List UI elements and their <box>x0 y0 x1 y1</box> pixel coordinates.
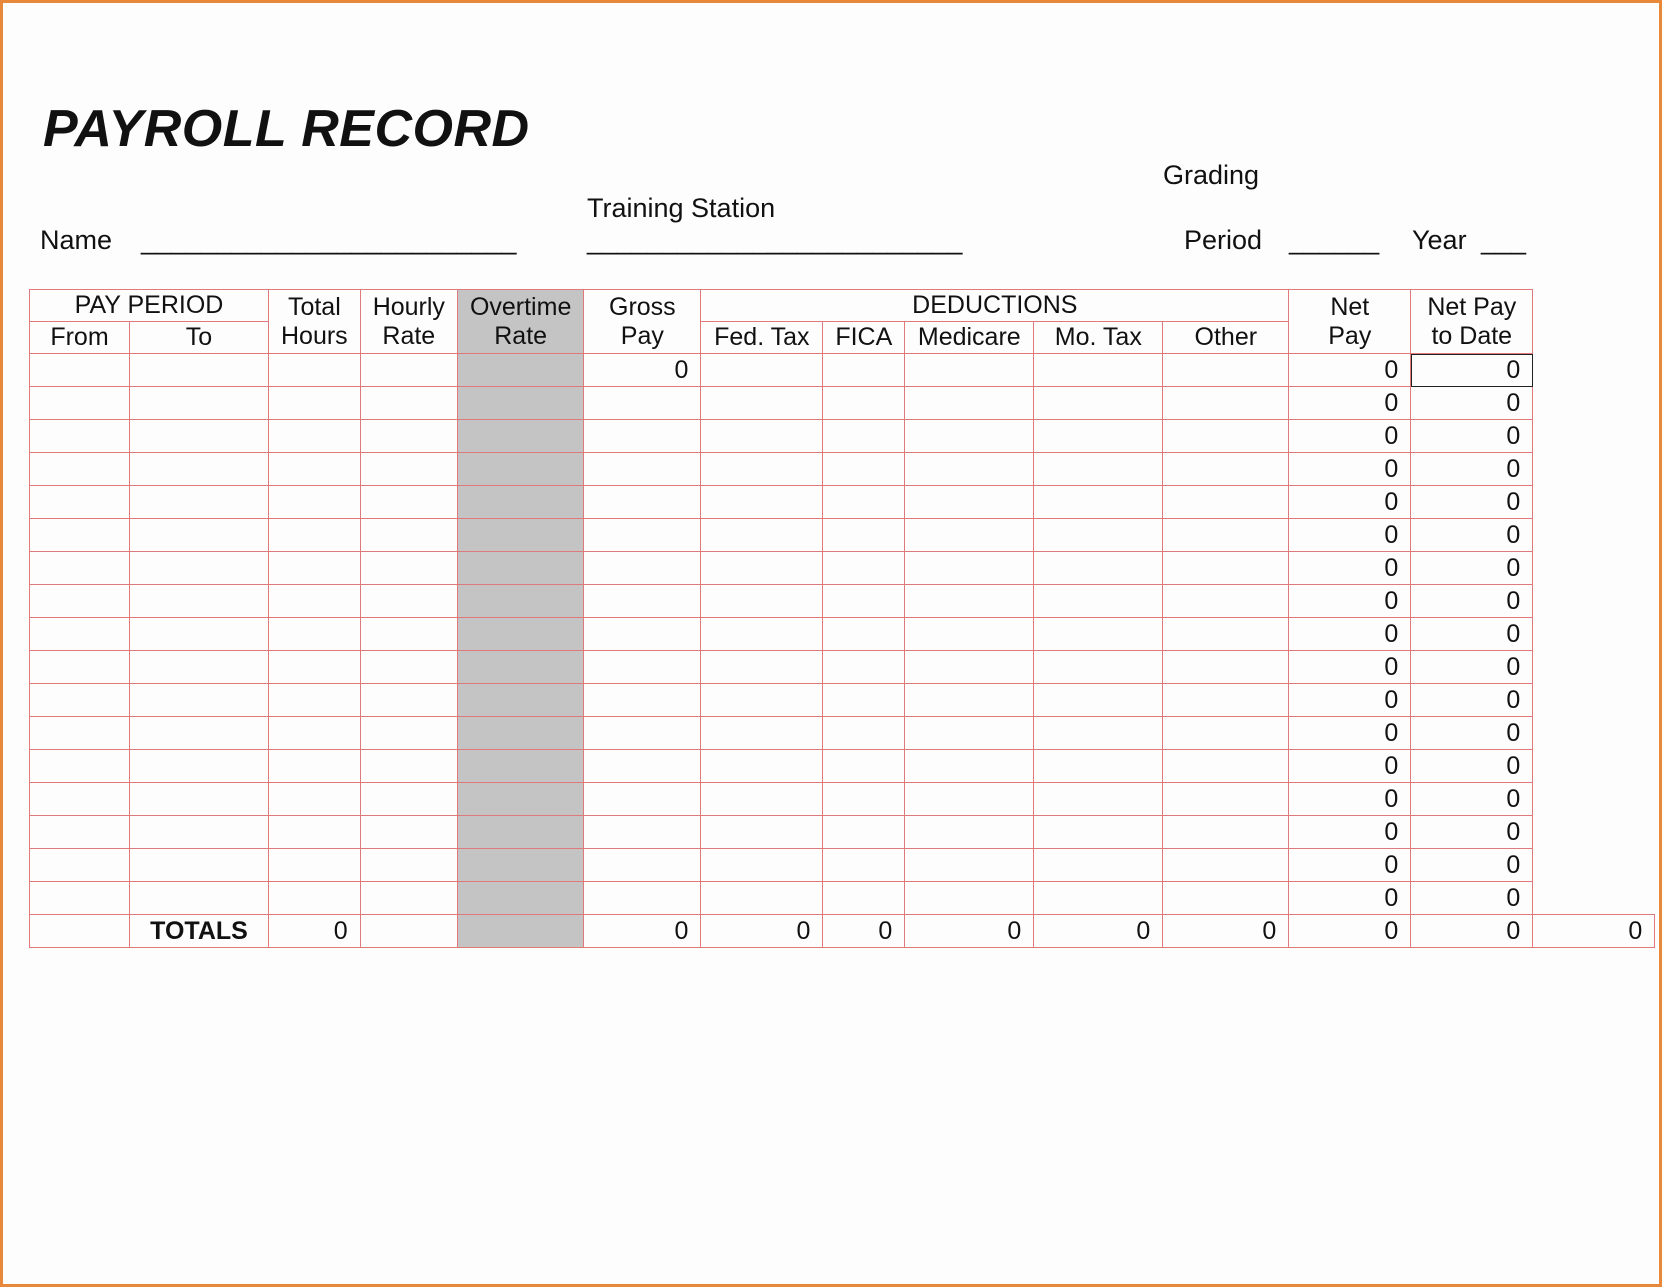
other-cell[interactable] <box>1163 783 1289 816</box>
medicare-cell[interactable] <box>905 651 1034 684</box>
net-pay-cell[interactable]: 0 <box>1289 519 1411 552</box>
other-cell[interactable] <box>1163 750 1289 783</box>
to-cell[interactable] <box>130 849 269 882</box>
mo-tax-cell[interactable] <box>1034 552 1163 585</box>
from-cell[interactable] <box>30 717 130 750</box>
fica-cell[interactable] <box>823 849 905 882</box>
hourly-rate-cell[interactable] <box>360 453 457 486</box>
period-field[interactable]: ______ <box>1289 225 1380 255</box>
overtime-rate-header: Overtime Rate <box>457 290 583 354</box>
net-pay-cell[interactable]: 0 <box>1289 618 1411 651</box>
fica-cell[interactable] <box>823 585 905 618</box>
hourly-rate-cell[interactable] <box>360 783 457 816</box>
table-row <box>30 816 1655 849</box>
pay-period-header: PAY PERIOD <box>30 290 269 322</box>
from-cell[interactable] <box>30 486 130 519</box>
hourly-rate-cell[interactable] <box>360 387 457 420</box>
from-cell[interactable] <box>30 783 130 816</box>
medicare-cell[interactable] <box>905 882 1034 915</box>
from-cell[interactable] <box>30 816 130 849</box>
mo-tax-cell[interactable] <box>1034 618 1163 651</box>
overtime-rate-cell[interactable] <box>457 519 583 552</box>
net-pay-to-date-cell[interactable]: 0 <box>1411 849 1533 882</box>
from-cell[interactable] <box>30 453 130 486</box>
gross-pay-cell[interactable] <box>584 684 701 717</box>
from-cell[interactable] <box>30 882 130 915</box>
gross-pay-cell[interactable] <box>584 552 701 585</box>
totals-other-cell[interactable]: 0 <box>1163 915 1289 948</box>
fica-cell[interactable] <box>823 684 905 717</box>
to-cell[interactable] <box>130 717 269 750</box>
fica-cell[interactable] <box>823 783 905 816</box>
overtime-rate-cell[interactable] <box>457 783 583 816</box>
mo-tax-cell[interactable] <box>1034 882 1163 915</box>
overtime-rate-cell[interactable] <box>457 882 583 915</box>
overtime-rate-cell[interactable] <box>457 387 583 420</box>
other-header: Other <box>1163 322 1289 354</box>
from-cell[interactable] <box>30 387 130 420</box>
hourly-rate-cell[interactable] <box>360 585 457 618</box>
overtime-rate-cell[interactable] <box>457 552 583 585</box>
fed-tax-cell[interactable] <box>701 882 823 915</box>
from-cell[interactable] <box>30 618 130 651</box>
table-row <box>30 420 1655 453</box>
fica-cell[interactable] <box>823 453 905 486</box>
table-row <box>30 354 1655 387</box>
gross-pay-cell[interactable] <box>584 618 701 651</box>
header-row-top <box>30 290 1655 322</box>
fica-cell[interactable] <box>823 354 905 387</box>
hourly-rate-cell[interactable] <box>360 849 457 882</box>
fica-cell[interactable] <box>823 618 905 651</box>
mo-tax-cell[interactable] <box>1034 453 1163 486</box>
period-label: Period <box>1184 225 1263 255</box>
overtime-rate-cell[interactable] <box>457 618 583 651</box>
fed-tax-cell[interactable] <box>701 420 823 453</box>
hourly-rate-cell[interactable] <box>360 816 457 849</box>
net-pay-cell[interactable]: 0 <box>1289 684 1411 717</box>
fed-tax-header: Fed. Tax <box>701 322 823 354</box>
fica-cell[interactable] <box>823 651 905 684</box>
hourly-rate-cell[interactable] <box>360 684 457 717</box>
totals-total-hours-cell[interactable]: 0 <box>269 915 361 948</box>
medicare-cell[interactable] <box>905 387 1034 420</box>
gross-pay-cell[interactable] <box>584 519 701 552</box>
other-cell[interactable] <box>1163 585 1289 618</box>
hourly-rate-cell[interactable] <box>360 519 457 552</box>
total-hours-cell[interactable] <box>269 387 361 420</box>
to-cell[interactable] <box>130 618 269 651</box>
to-cell[interactable] <box>130 387 269 420</box>
table-row <box>30 684 1655 717</box>
mo-tax-cell[interactable] <box>1034 816 1163 849</box>
training-station-label: Training Station <box>587 193 776 223</box>
medicare-cell[interactable] <box>905 717 1034 750</box>
totals-fica-cell[interactable]: 0 <box>823 915 905 948</box>
medicare-cell[interactable] <box>905 783 1034 816</box>
net-pay-cell[interactable]: 0 <box>1289 849 1411 882</box>
hourly-rate-cell[interactable] <box>360 486 457 519</box>
fica-cell[interactable] <box>823 750 905 783</box>
total-hours-cell[interactable] <box>269 882 361 915</box>
totals-hourly-rate-cell <box>360 915 457 948</box>
totals-label-cell: TOTALS <box>130 915 269 948</box>
table-row <box>30 519 1655 552</box>
totals-extra-cell[interactable]: 0 <box>1533 915 1655 948</box>
fica-cell[interactable] <box>823 387 905 420</box>
medicare-cell[interactable] <box>905 618 1034 651</box>
total-hours-header: Total Hours <box>269 290 361 354</box>
fed-tax-cell[interactable] <box>701 552 823 585</box>
year-field[interactable]: ___ <box>1481 225 1527 255</box>
to-cell[interactable] <box>130 585 269 618</box>
to-cell[interactable] <box>130 354 269 387</box>
mo-tax-cell[interactable] <box>1034 420 1163 453</box>
to-header: To <box>130 322 269 354</box>
totals-row <box>30 915 1655 948</box>
gross-pay-cell[interactable] <box>584 816 701 849</box>
from-cell[interactable] <box>30 552 130 585</box>
totals-medicare-cell[interactable]: 0 <box>905 915 1034 948</box>
overtime-rate-cell[interactable] <box>457 486 583 519</box>
net-pay-cell[interactable]: 0 <box>1289 816 1411 849</box>
overtime-rate-cell[interactable] <box>457 651 583 684</box>
gross-pay-header: Gross Pay <box>584 290 701 354</box>
to-cell[interactable] <box>130 783 269 816</box>
from-cell[interactable] <box>30 849 130 882</box>
mo-tax-cell[interactable] <box>1034 684 1163 717</box>
mo-tax-cell[interactable] <box>1034 354 1163 387</box>
table-row <box>30 849 1655 882</box>
other-cell[interactable] <box>1163 618 1289 651</box>
net-pay-to-date-cell[interactable]: 0 <box>1411 783 1533 816</box>
net-pay-to-date-cell[interactable]: 0 <box>1411 882 1533 915</box>
mo-tax-cell[interactable] <box>1034 651 1163 684</box>
other-cell[interactable] <box>1163 354 1289 387</box>
hourly-rate-cell[interactable] <box>360 750 457 783</box>
total-hours-cell[interactable] <box>269 750 361 783</box>
totals-overtime-rate-cell <box>457 915 583 948</box>
net-pay-to-date-cell[interactable]: 0 <box>1411 651 1533 684</box>
net-pay-cell[interactable]: 0 <box>1289 420 1411 453</box>
overtime-rate-cell[interactable] <box>457 684 583 717</box>
hourly-rate-cell[interactable] <box>360 882 457 915</box>
fed-tax-cell[interactable] <box>701 783 823 816</box>
total-hours-cell[interactable] <box>269 684 361 717</box>
total-hours-cell[interactable] <box>269 552 361 585</box>
grading-label: Grading <box>1163 160 1260 190</box>
fed-tax-cell[interactable] <box>701 486 823 519</box>
table-row <box>30 882 1655 915</box>
totals-net-pay-to-date-cell[interactable]: 0 <box>1411 915 1533 948</box>
other-cell[interactable] <box>1163 453 1289 486</box>
medicare-cell[interactable] <box>905 849 1034 882</box>
medicare-cell[interactable] <box>905 354 1034 387</box>
fed-tax-cell[interactable] <box>701 684 823 717</box>
overtime-rate-cell[interactable] <box>457 717 583 750</box>
training-station-field[interactable]: _________________________ <box>587 225 963 255</box>
net-pay-to-date-cell[interactable]: 0 <box>1411 816 1533 849</box>
net-pay-cell[interactable]: 0 <box>1289 486 1411 519</box>
fed-tax-cell[interactable] <box>701 519 823 552</box>
totals-fed-tax-cell[interactable]: 0 <box>701 915 823 948</box>
net-pay-to-date-cell[interactable]: 0 <box>1411 354 1533 387</box>
total-hours-cell[interactable] <box>269 420 361 453</box>
fica-cell[interactable] <box>823 519 905 552</box>
mo-tax-cell[interactable] <box>1034 585 1163 618</box>
hourly-rate-header: Hourly Rate <box>360 290 457 354</box>
net-pay-cell[interactable]: 0 <box>1289 750 1411 783</box>
medicare-cell[interactable] <box>905 816 1034 849</box>
table-row <box>30 552 1655 585</box>
net-pay-cell[interactable]: 0 <box>1289 651 1411 684</box>
other-cell[interactable] <box>1163 552 1289 585</box>
net-pay-to-date-cell[interactable]: 0 <box>1411 717 1533 750</box>
total-hours-cell[interactable] <box>269 354 361 387</box>
mo-tax-cell[interactable] <box>1034 519 1163 552</box>
fed-tax-cell[interactable] <box>701 453 823 486</box>
other-cell[interactable] <box>1163 651 1289 684</box>
medicare-cell[interactable] <box>905 684 1034 717</box>
fed-tax-cell[interactable] <box>701 651 823 684</box>
mo-tax-cell[interactable] <box>1034 717 1163 750</box>
total-hours-cell[interactable] <box>269 519 361 552</box>
overtime-rate-cell[interactable] <box>457 849 583 882</box>
to-cell[interactable] <box>130 519 269 552</box>
from-cell[interactable] <box>30 585 130 618</box>
totals-gross-pay-cell[interactable]: 0 <box>584 915 701 948</box>
gross-pay-cell[interactable]: 0 <box>584 354 701 387</box>
table-row <box>30 651 1655 684</box>
to-cell[interactable] <box>130 453 269 486</box>
fed-tax-cell[interactable] <box>701 387 823 420</box>
net-pay-to-date-cell[interactable]: 0 <box>1411 618 1533 651</box>
mo-tax-cell[interactable] <box>1034 387 1163 420</box>
hourly-rate-cell[interactable] <box>360 354 457 387</box>
total-hours-cell[interactable] <box>269 816 361 849</box>
net-pay-to-date-cell[interactable]: 0 <box>1411 585 1533 618</box>
fed-tax-cell[interactable] <box>701 618 823 651</box>
gross-pay-cell[interactable] <box>584 783 701 816</box>
from-header: From <box>30 322 130 354</box>
name-label: Name <box>40 225 113 255</box>
totals-net-pay-cell[interactable]: 0 <box>1289 915 1411 948</box>
other-cell[interactable] <box>1163 816 1289 849</box>
table-row <box>30 387 1655 420</box>
page-title: PAYROLL RECORD <box>43 100 530 158</box>
net-pay-to-date-cell[interactable]: 0 <box>1411 684 1533 717</box>
total-hours-cell[interactable] <box>269 849 361 882</box>
total-hours-cell[interactable] <box>269 783 361 816</box>
to-cell[interactable] <box>130 684 269 717</box>
net-pay-to-date-header: Net Pay to Date <box>1411 290 1533 354</box>
table-row <box>30 783 1655 816</box>
from-cell[interactable] <box>30 750 130 783</box>
medicare-cell[interactable] <box>905 585 1034 618</box>
from-cell[interactable] <box>30 651 130 684</box>
table-row <box>30 750 1655 783</box>
to-cell[interactable] <box>130 552 269 585</box>
fica-header: FICA <box>823 322 905 354</box>
net-pay-cell[interactable]: 0 <box>1289 354 1411 387</box>
other-cell[interactable] <box>1163 420 1289 453</box>
medicare-cell[interactable] <box>905 519 1034 552</box>
gross-pay-cell[interactable] <box>584 651 701 684</box>
to-cell[interactable] <box>130 750 269 783</box>
gross-pay-cell[interactable] <box>584 585 701 618</box>
gross-pay-cell[interactable] <box>584 750 701 783</box>
fica-cell[interactable] <box>823 882 905 915</box>
net-pay-cell[interactable]: 0 <box>1289 552 1411 585</box>
other-cell[interactable] <box>1163 486 1289 519</box>
medicare-cell[interactable] <box>905 486 1034 519</box>
fica-cell[interactable] <box>823 486 905 519</box>
other-cell[interactable] <box>1163 849 1289 882</box>
medicare-header: Medicare <box>905 322 1034 354</box>
gross-pay-cell[interactable] <box>584 387 701 420</box>
net-pay-to-date-cell[interactable]: 0 <box>1411 387 1533 420</box>
fed-tax-cell[interactable] <box>701 816 823 849</box>
gross-pay-cell[interactable] <box>584 717 701 750</box>
total-hours-cell[interactable] <box>269 618 361 651</box>
other-cell[interactable] <box>1163 684 1289 717</box>
net-pay-to-date-cell[interactable]: 0 <box>1411 519 1533 552</box>
hourly-rate-cell[interactable] <box>360 552 457 585</box>
net-pay-cell[interactable]: 0 <box>1289 387 1411 420</box>
overtime-rate-cell[interactable] <box>457 585 583 618</box>
from-cell[interactable] <box>30 684 130 717</box>
other-cell[interactable] <box>1163 387 1289 420</box>
fica-cell[interactable] <box>823 717 905 750</box>
gross-pay-cell[interactable] <box>584 849 701 882</box>
to-cell[interactable] <box>130 420 269 453</box>
deductions-header: DEDUCTIONS <box>701 290 1289 322</box>
gross-pay-cell[interactable] <box>584 420 701 453</box>
other-cell[interactable] <box>1163 717 1289 750</box>
fed-tax-cell[interactable] <box>701 849 823 882</box>
fed-tax-cell[interactable] <box>701 750 823 783</box>
other-cell[interactable] <box>1163 519 1289 552</box>
net-pay-cell[interactable]: 0 <box>1289 453 1411 486</box>
from-cell[interactable] <box>30 519 130 552</box>
fed-tax-cell[interactable] <box>701 717 823 750</box>
table-row <box>30 717 1655 750</box>
medicare-cell[interactable] <box>905 453 1034 486</box>
year-label: Year <box>1412 225 1467 255</box>
net-pay-cell[interactable]: 0 <box>1289 717 1411 750</box>
net-pay-to-date-cell[interactable]: 0 <box>1411 486 1533 519</box>
fica-cell[interactable] <box>823 816 905 849</box>
name-field[interactable]: _________________________ <box>141 225 517 255</box>
medicare-cell[interactable] <box>905 750 1034 783</box>
mo-tax-cell[interactable] <box>1034 750 1163 783</box>
net-pay-cell[interactable]: 0 <box>1289 585 1411 618</box>
to-cell[interactable] <box>130 882 269 915</box>
overtime-rate-cell[interactable] <box>457 354 583 387</box>
mo-tax-cell[interactable] <box>1034 849 1163 882</box>
medicare-cell[interactable] <box>905 552 1034 585</box>
net-pay-to-date-cell[interactable]: 0 <box>1411 453 1533 486</box>
fica-cell[interactable] <box>823 420 905 453</box>
net-pay-to-date-cell[interactable]: 0 <box>1411 420 1533 453</box>
blank-cell <box>30 915 130 948</box>
fed-tax-cell[interactable] <box>701 354 823 387</box>
totals-mo-tax-cell[interactable]: 0 <box>1034 915 1163 948</box>
table-row <box>30 618 1655 651</box>
overtime-rate-cell[interactable] <box>457 816 583 849</box>
to-cell[interactable] <box>130 651 269 684</box>
medicare-cell[interactable] <box>905 420 1034 453</box>
hourly-rate-cell[interactable] <box>360 651 457 684</box>
overtime-rate-cell[interactable] <box>457 420 583 453</box>
table-row <box>30 453 1655 486</box>
net-pay-header: Net Pay <box>1289 290 1411 354</box>
mo-tax-header: Mo. Tax <box>1034 322 1163 354</box>
gross-pay-cell[interactable] <box>584 486 701 519</box>
hourly-rate-cell[interactable] <box>360 420 457 453</box>
payroll-table <box>29 289 1655 948</box>
overtime-rate-cell[interactable] <box>457 750 583 783</box>
net-pay-cell[interactable]: 0 <box>1289 882 1411 915</box>
fica-cell[interactable] <box>823 552 905 585</box>
to-cell[interactable] <box>130 816 269 849</box>
mo-tax-cell[interactable] <box>1034 486 1163 519</box>
net-pay-cell[interactable]: 0 <box>1289 783 1411 816</box>
mo-tax-cell[interactable] <box>1034 783 1163 816</box>
to-cell[interactable] <box>130 486 269 519</box>
net-pay-to-date-cell[interactable]: 0 <box>1411 552 1533 585</box>
total-hours-cell[interactable] <box>269 453 361 486</box>
overtime-rate-cell[interactable] <box>457 453 583 486</box>
table-row <box>30 486 1655 519</box>
hourly-rate-cell[interactable] <box>360 717 457 750</box>
other-cell[interactable] <box>1163 882 1289 915</box>
table-row <box>30 585 1655 618</box>
total-hours-cell[interactable] <box>269 651 361 684</box>
total-hours-cell[interactable] <box>269 585 361 618</box>
gross-pay-cell[interactable] <box>584 882 701 915</box>
total-hours-cell[interactable] <box>269 717 361 750</box>
net-pay-to-date-cell[interactable]: 0 <box>1411 750 1533 783</box>
from-cell[interactable] <box>30 420 130 453</box>
hourly-rate-cell[interactable] <box>360 618 457 651</box>
total-hours-cell[interactable] <box>269 486 361 519</box>
from-cell[interactable] <box>30 354 130 387</box>
fed-tax-cell[interactable] <box>701 585 823 618</box>
gross-pay-cell[interactable] <box>584 453 701 486</box>
